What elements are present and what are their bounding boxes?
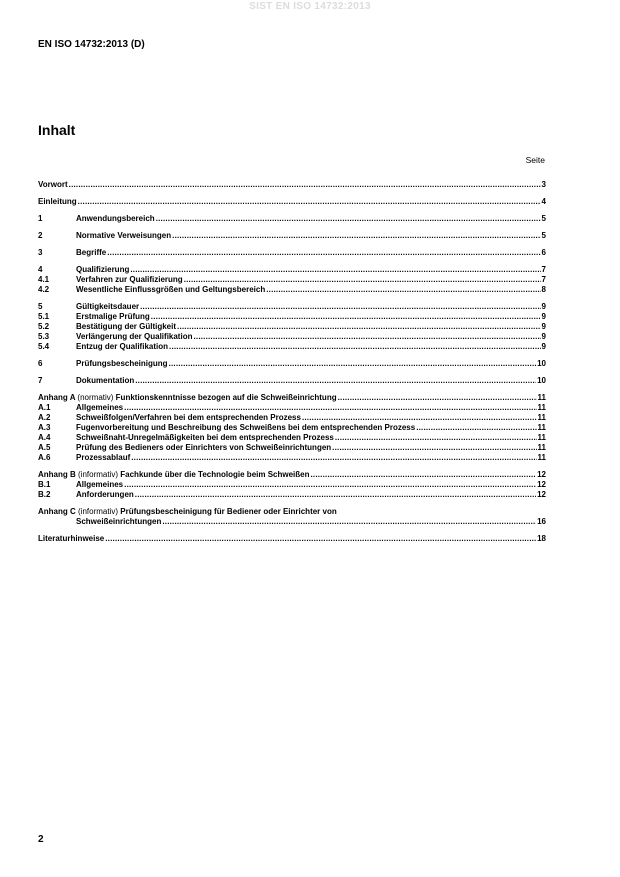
annex-type: (normativ) bbox=[77, 393, 114, 402]
toc-entry-2[interactable] bbox=[38, 231, 546, 241]
toc-number: 5.3 bbox=[38, 332, 50, 341]
toc-title: Schweißnaht-Unregelmäßigkeiten bei dem entsprechenden Prozess bbox=[76, 433, 334, 442]
page-column-label: Seite bbox=[525, 155, 545, 165]
watermark: SIST EN ISO 14732:2013 bbox=[249, 1, 371, 12]
toc-title: Normative Verweisungen bbox=[76, 231, 172, 240]
toc-number: B.1 bbox=[38, 480, 51, 489]
toc-title: Einleitung bbox=[38, 197, 77, 206]
toc-entry-a2[interactable] bbox=[38, 413, 546, 423]
toc-leader bbox=[302, 413, 537, 423]
toc-page: 11 bbox=[537, 453, 546, 462]
toc-leader bbox=[338, 393, 537, 403]
toc-entry-1[interactable] bbox=[38, 214, 546, 224]
document-id: EN ISO 14732:2013 (D) bbox=[38, 39, 145, 50]
toc-page: 9 bbox=[541, 302, 546, 311]
toc-title: Begriffe bbox=[76, 248, 107, 257]
annex-title: Funktionskenntnisse bezogen auf die Schweißeinrichtung bbox=[115, 393, 337, 402]
page-number: 2 bbox=[38, 834, 44, 845]
toc-leader bbox=[266, 285, 540, 295]
toc-entry-a5[interactable] bbox=[38, 443, 546, 453]
toc-number: A.5 bbox=[38, 443, 51, 452]
toc-entry-5-2[interactable] bbox=[38, 322, 546, 332]
toc-leader bbox=[151, 312, 541, 322]
annex-prefix: Anhang C bbox=[38, 507, 76, 516]
toc-leader bbox=[135, 490, 536, 500]
toc-leader bbox=[310, 470, 536, 480]
toc-page: 9 bbox=[541, 342, 546, 351]
page-title: Inhalt bbox=[38, 122, 76, 138]
toc-number: A.2 bbox=[38, 413, 51, 422]
toc-title: Allgemeines bbox=[76, 480, 124, 489]
toc-page: 9 bbox=[541, 312, 546, 321]
toc-number: A.6 bbox=[38, 453, 51, 462]
toc-entry-einleitung[interactable] bbox=[38, 197, 546, 207]
toc-title: Fugenvorbereitung und Beschreibung des Schweißens bei dem entsprechenden Prozess bbox=[76, 423, 416, 432]
toc-leader bbox=[193, 332, 540, 342]
toc-title: Verlängerung der Qualifikation bbox=[76, 332, 193, 341]
toc-number: 3 bbox=[38, 248, 43, 257]
toc-entry-annex-c[interactable] bbox=[38, 507, 546, 517]
toc-number: A.4 bbox=[38, 433, 51, 442]
toc-title bbox=[38, 393, 337, 403]
toc-entry-6[interactable] bbox=[38, 359, 546, 369]
toc-title: Bestätigung der Gültigkeit bbox=[76, 322, 177, 331]
toc-entry-5[interactable] bbox=[38, 302, 546, 312]
toc-number: A.3 bbox=[38, 423, 51, 432]
toc-entry-3[interactable] bbox=[38, 248, 546, 258]
toc-title: Prozessablauf bbox=[76, 453, 131, 462]
toc-title: Entzug der Qualifikation bbox=[76, 342, 169, 351]
annex-prefix: Anhang B bbox=[38, 470, 76, 479]
toc-entry-4[interactable] bbox=[38, 265, 546, 275]
toc-leader bbox=[184, 275, 541, 285]
toc-entry-annex-a[interactable] bbox=[38, 393, 546, 403]
toc-leader bbox=[124, 403, 536, 413]
toc-entry-b2[interactable] bbox=[38, 490, 546, 500]
toc-number: 5.1 bbox=[38, 312, 50, 321]
toc-entry-literatur[interactable] bbox=[38, 534, 546, 544]
toc-leader bbox=[332, 443, 536, 453]
toc-leader bbox=[156, 214, 541, 224]
toc-page: 10 bbox=[537, 376, 546, 385]
toc-page: 11 bbox=[537, 403, 546, 412]
toc-entry-4-1[interactable] bbox=[38, 275, 546, 285]
toc-page: 9 bbox=[541, 332, 546, 341]
toc-number: 7 bbox=[38, 376, 43, 385]
toc-entry-a6[interactable] bbox=[38, 453, 546, 463]
annex-title: Prüfungsbescheinigung für Bediener oder Einrichter von bbox=[120, 507, 337, 516]
toc-page: 12 bbox=[537, 470, 546, 479]
toc-title: Literaturhinweise bbox=[38, 534, 105, 543]
toc-page: 7 bbox=[541, 265, 546, 274]
toc-entry-5-4[interactable] bbox=[38, 342, 546, 352]
toc-title bbox=[38, 470, 309, 480]
toc-leader bbox=[69, 180, 541, 190]
toc-page: 5 bbox=[541, 231, 546, 240]
toc-title: Verfahren zur Qualifizierung bbox=[76, 275, 183, 284]
table-of-contents bbox=[38, 180, 546, 544]
toc-title: Dokumentation bbox=[76, 376, 135, 385]
toc-entry-b1[interactable] bbox=[38, 480, 546, 490]
toc-entry-5-3[interactable] bbox=[38, 332, 546, 342]
toc-page: 12 bbox=[537, 480, 546, 489]
toc-page: 11 bbox=[537, 413, 546, 422]
toc-leader bbox=[135, 376, 536, 386]
toc-leader bbox=[177, 322, 541, 332]
toc-title: Allgemeines bbox=[76, 403, 124, 412]
toc-page: 10 bbox=[537, 359, 546, 368]
toc-page: 9 bbox=[541, 322, 546, 331]
toc-page: 18 bbox=[537, 534, 546, 543]
toc-number: 1 bbox=[38, 214, 43, 223]
annex-title: Fachkunde über die Technologie beim Schweißen bbox=[120, 470, 310, 479]
toc-entry-a1[interactable] bbox=[38, 403, 546, 413]
toc-leader bbox=[162, 517, 536, 527]
toc-leader bbox=[172, 231, 540, 241]
toc-page: 11 bbox=[537, 443, 546, 452]
toc-page: 8 bbox=[541, 285, 546, 294]
toc-page: 12 bbox=[537, 490, 546, 499]
toc-title: Anwendungsbereich bbox=[76, 214, 155, 223]
toc-number: 2 bbox=[38, 231, 43, 240]
toc-title: Erstmalige Prüfung bbox=[76, 312, 150, 321]
toc-leader bbox=[335, 433, 537, 443]
toc-leader bbox=[124, 480, 536, 490]
toc-number: A.1 bbox=[38, 403, 51, 412]
toc-leader bbox=[130, 265, 540, 275]
toc-number: 4.1 bbox=[38, 275, 50, 284]
toc-page: 3 bbox=[541, 180, 546, 189]
toc-entry-5-1[interactable] bbox=[38, 312, 546, 322]
toc-page: 6 bbox=[541, 248, 546, 257]
toc-number: 5.4 bbox=[38, 342, 50, 351]
toc-entry-a4[interactable] bbox=[38, 433, 546, 443]
toc-entry-7[interactable] bbox=[38, 376, 546, 386]
toc-page: 16 bbox=[537, 517, 546, 526]
annex-type: (informativ) bbox=[78, 470, 119, 479]
toc-title: Schweißeinrichtungen bbox=[76, 517, 162, 526]
toc-entry-4-2[interactable] bbox=[38, 285, 546, 295]
toc-title: Anforderungen bbox=[76, 490, 134, 499]
toc-leader bbox=[140, 302, 540, 312]
toc-page: 4 bbox=[541, 197, 546, 206]
toc-title: Prüfung des Bedieners oder Einrichters von Schweißeinrichtungen bbox=[76, 443, 332, 452]
toc-page: 11 bbox=[537, 433, 546, 442]
toc-number: 4 bbox=[38, 265, 43, 274]
toc-entry-annex-c-continued[interactable] bbox=[38, 517, 546, 527]
toc-page: 7 bbox=[541, 275, 546, 284]
toc-leader bbox=[78, 197, 541, 207]
toc-entry-annex-b[interactable] bbox=[38, 470, 546, 480]
toc-title: Qualifizierung bbox=[76, 265, 130, 274]
toc-leader bbox=[169, 359, 537, 369]
toc-title: Schweißfolgen/Verfahren bei dem entsprechenden Prozess bbox=[76, 413, 301, 422]
toc-page: 5 bbox=[541, 214, 546, 223]
toc-leader bbox=[169, 342, 541, 352]
toc-number: 5.2 bbox=[38, 322, 50, 331]
toc-leader bbox=[107, 248, 540, 258]
toc-leader bbox=[416, 423, 536, 433]
toc-leader bbox=[105, 534, 536, 544]
toc-number: 6 bbox=[38, 359, 43, 368]
toc-number: 4.2 bbox=[38, 285, 50, 294]
toc-leader bbox=[131, 453, 536, 463]
toc-entry-vorwort[interactable] bbox=[38, 180, 546, 190]
toc-entry-a3[interactable] bbox=[38, 423, 546, 433]
toc-title: Wesentliche Einflussgrößen und Geltungsbereich bbox=[76, 285, 266, 294]
toc-number: B.2 bbox=[38, 490, 51, 499]
toc-title: Prüfungsbescheinigung bbox=[76, 359, 168, 368]
annex-prefix: Anhang A bbox=[38, 393, 76, 402]
toc-title: Gültigkeitsdauer bbox=[76, 302, 140, 311]
toc-number: 5 bbox=[38, 302, 43, 311]
toc-page: 11 bbox=[537, 393, 546, 402]
toc-page: 11 bbox=[537, 423, 546, 432]
annex-type: (informativ) bbox=[78, 507, 119, 516]
toc-title bbox=[38, 507, 337, 517]
toc-title: Vorwort bbox=[38, 180, 68, 189]
